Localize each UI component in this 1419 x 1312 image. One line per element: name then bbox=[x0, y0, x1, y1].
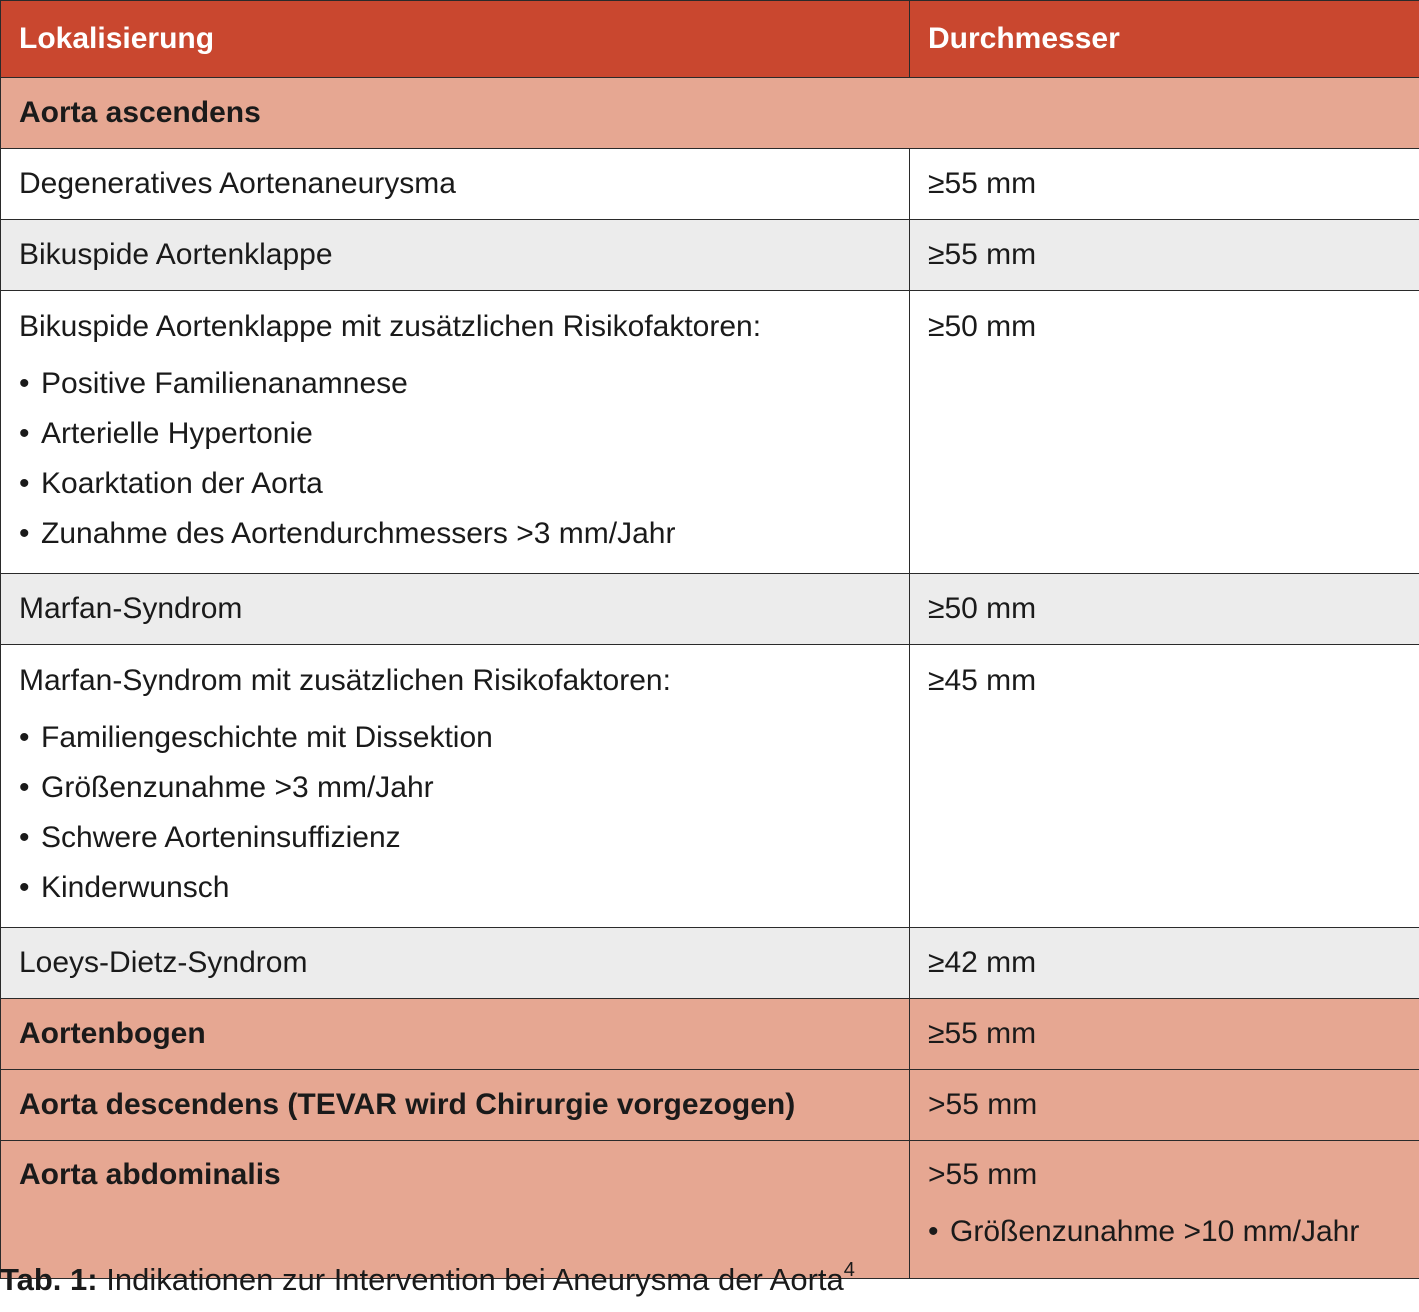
table-row bbox=[1, 645, 1419, 928]
row-label: Bikuspide Aortenklappe bbox=[1, 220, 910, 291]
row-label: Marfan-Syndrom bbox=[1, 574, 910, 645]
row-label-cell bbox=[1, 291, 910, 574]
table-row bbox=[1, 149, 1419, 220]
section-row-aorta-descendens bbox=[1, 1070, 1419, 1141]
row-value-cell bbox=[910, 291, 1419, 574]
table-header-row bbox=[1, 1, 1419, 78]
list-item: • Größenzunahme >3 mm/Jahr bbox=[19, 763, 891, 813]
section-value: >55 mm bbox=[910, 1070, 1419, 1141]
caption-text: Indikationen zur Intervention bei Aneurysma der Aorta bbox=[97, 1262, 844, 1297]
caption-reference: 4 bbox=[843, 1259, 855, 1281]
bullet-icon: • bbox=[19, 871, 30, 904]
bullet-icon: • bbox=[19, 467, 30, 500]
bullet-icon: • bbox=[19, 417, 30, 450]
row-label: Marfan-Syndrom mit zusätzlichen Risikofaktoren: bbox=[19, 664, 671, 697]
table-row bbox=[1, 928, 1419, 999]
row-value: ≥55 mm bbox=[910, 220, 1419, 291]
section-row-aortenbogen bbox=[1, 999, 1419, 1070]
list-item: • Schwere Aorteninsuffizienz bbox=[19, 813, 891, 863]
bullet-icon: • bbox=[19, 721, 30, 754]
row-label: Degeneratives Aortenaneurysma bbox=[1, 149, 910, 220]
row-value: ≥42 mm bbox=[910, 928, 1419, 999]
table-caption bbox=[0, 1258, 855, 1302]
table-row bbox=[1, 574, 1419, 645]
row-label: Bikuspide Aortenklappe mit zusätzlichen Risikofaktoren: bbox=[19, 310, 762, 343]
table-row bbox=[1, 220, 1419, 291]
section-value: ≥55 mm bbox=[910, 999, 1419, 1070]
row-value: ≥50 mm bbox=[928, 310, 1037, 343]
list-item: • Größenzunahme >10 mm/Jahr bbox=[928, 1207, 1401, 1257]
bullet-icon: • bbox=[928, 1215, 939, 1248]
section-row-aorta-ascendens bbox=[1, 78, 1419, 149]
table-row bbox=[1, 291, 1419, 574]
section-label: Aortenbogen bbox=[1, 999, 910, 1070]
bullet-icon: • bbox=[19, 517, 30, 550]
list-item: • Arterielle Hypertonie bbox=[19, 409, 891, 459]
list-item: • Kinderwunsch bbox=[19, 863, 891, 913]
section-label: Aorta descendens (TEVAR wird Chirurgie vorgezogen) bbox=[1, 1070, 910, 1141]
row-value: ≥45 mm bbox=[928, 664, 1037, 697]
bullet-icon: • bbox=[19, 367, 30, 400]
header-lokalisierung: Lokalisierung bbox=[1, 1, 910, 78]
row-value: ≥55 mm bbox=[910, 149, 1419, 220]
list-item: • Positive Familienanamnese bbox=[19, 359, 891, 409]
row-label: Loeys-Dietz-Syndrom bbox=[1, 928, 910, 999]
section-value-cell bbox=[910, 1141, 1419, 1279]
bullet-icon: • bbox=[19, 821, 30, 854]
section-label: Aorta abdominalis bbox=[19, 1158, 281, 1191]
bullet-icon: • bbox=[19, 771, 30, 804]
caption-label: Tab. 1: bbox=[0, 1262, 98, 1297]
row-value-cell bbox=[910, 645, 1419, 928]
section-value: >55 mm bbox=[928, 1158, 1038, 1191]
header-durchmesser: Durchmesser bbox=[910, 1, 1419, 78]
section-label: Aorta ascendens bbox=[1, 78, 1419, 149]
row-label-cell bbox=[1, 645, 910, 928]
list-item: • Koarktation der Aorta bbox=[19, 459, 891, 509]
list-item: • Familiengeschichte mit Dissektion bbox=[19, 713, 891, 763]
list-item: • Zunahme des Aortendurchmessers >3 mm/Jahr bbox=[19, 509, 891, 559]
row-value: ≥50 mm bbox=[910, 574, 1419, 645]
